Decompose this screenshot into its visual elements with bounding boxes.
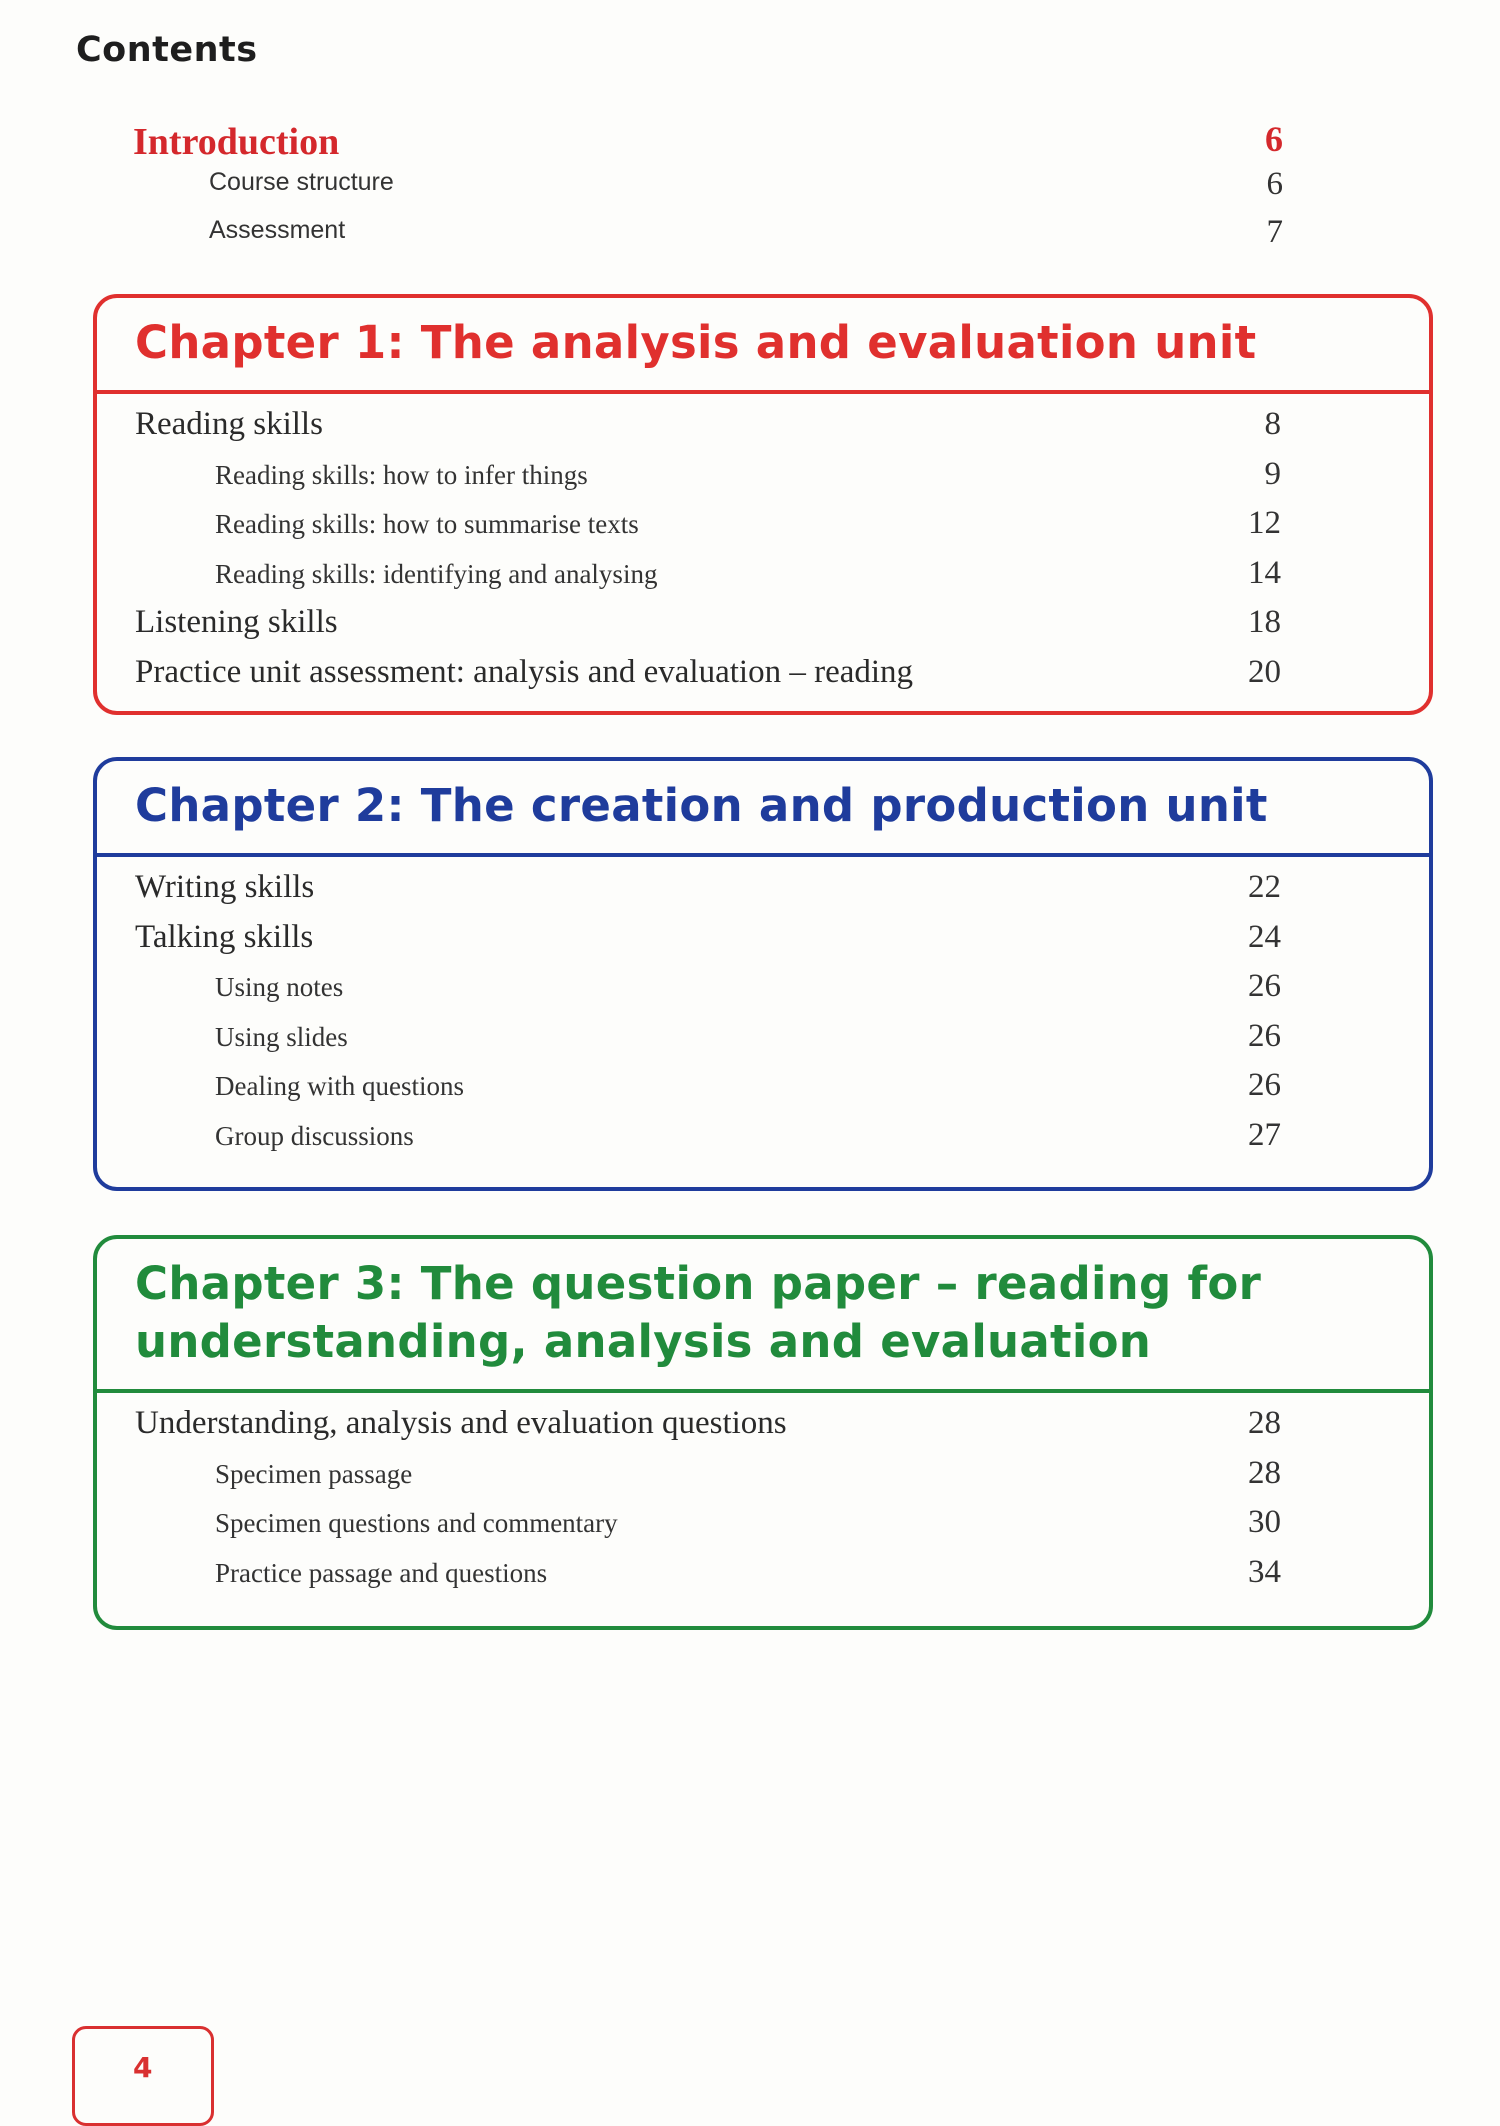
toc-entry[interactable] — [97, 917, 1429, 967]
toc-entry-page: 26 — [1248, 1067, 1281, 1103]
toc-entry-label: Using notes — [215, 972, 344, 1002]
toc-entry-page: 12 — [1248, 505, 1281, 541]
toc-entry-label: Practice passage and questions — [215, 1557, 548, 1588]
toc-entry-page: 28 — [1248, 1405, 1281, 1441]
toc-entry-label: Writing skills — [135, 869, 315, 905]
chapter-3-box — [93, 1235, 1433, 1630]
toc-entry[interactable] — [133, 212, 1283, 260]
chapter-3-title[interactable]: Chapter 3: The question paper – reading for understanding, analysis and evaluation — [97, 1239, 1429, 1393]
toc-entry-label: Course structure — [209, 168, 394, 196]
toc-entry-page: 30 — [1248, 1504, 1281, 1540]
toc-entry-page: 9 — [1264, 455, 1281, 492]
chapter-1-title[interactable]: Chapter 1: The analysis and evaluation unit — [97, 298, 1429, 394]
chapter-1-entries — [97, 394, 1429, 701]
chapter-1-box — [93, 294, 1433, 715]
toc-entry-label: Assessment — [209, 216, 346, 244]
toc-entry[interactable] — [97, 1552, 1429, 1602]
toc-entry-page: 14 — [1248, 554, 1281, 591]
page-number-box — [72, 2026, 214, 2126]
toc-entry-page: 34 — [1248, 1553, 1281, 1590]
toc-entry-label: Practice unit assessment: analysis and evaluation – reading — [135, 653, 914, 690]
toc-entry-page: 27 — [1248, 1116, 1281, 1153]
toc-entry-page: 8 — [1264, 406, 1281, 442]
chapter-3-entries — [97, 1393, 1429, 1601]
toc-entry-page: 7 — [1266, 214, 1283, 250]
toc-entry-label: Specimen questions and commentary — [215, 1508, 618, 1538]
toc-entry-label: Specimen passage — [215, 1458, 413, 1489]
toc-entry[interactable] — [97, 602, 1429, 652]
toc-entry[interactable] — [133, 164, 1283, 212]
toc-entry[interactable] — [97, 652, 1429, 702]
toc-entry-label: Reading skills — [135, 406, 323, 442]
chapter-2-entries — [97, 857, 1429, 1164]
toc-entry[interactable] — [97, 1453, 1429, 1503]
introduction-page: 6 — [1265, 119, 1283, 159]
toc-entry-page: 26 — [1248, 1017, 1281, 1054]
introduction-section — [133, 118, 1283, 260]
toc-entry-page: 24 — [1248, 918, 1281, 955]
chapter-2-title[interactable]: Chapter 2: The creation and production unit — [97, 761, 1429, 857]
toc-entry[interactable] — [97, 1502, 1429, 1552]
toc-entry[interactable] — [97, 553, 1429, 603]
toc-entry[interactable] — [97, 454, 1429, 504]
toc-entry[interactable] — [97, 1403, 1429, 1453]
introduction-label: Introduction — [133, 121, 340, 163]
toc-entry-label: Talking skills — [135, 918, 314, 955]
toc-entry-label: Dealing with questions — [215, 1071, 464, 1101]
toc-entry-page: 22 — [1248, 869, 1281, 905]
toc-entry-page: 6 — [1266, 166, 1283, 202]
toc-entry[interactable] — [97, 1065, 1429, 1115]
toc-entry[interactable] — [97, 503, 1429, 553]
toc-entry-introduction[interactable] — [133, 118, 1283, 164]
toc-entry-label: Listening skills — [135, 604, 338, 640]
toc-entry-page: 26 — [1248, 968, 1281, 1004]
toc-entry-page: 28 — [1248, 1454, 1281, 1491]
toc-entry-label: Reading skills: how to infer things — [215, 459, 588, 490]
chapter-2-box — [93, 757, 1433, 1191]
toc-entry-page: 20 — [1248, 653, 1281, 690]
toc-entry-page: 18 — [1248, 604, 1281, 640]
toc-entry[interactable] — [97, 966, 1429, 1016]
toc-entry[interactable] — [97, 867, 1429, 917]
toc-entry-label: Using slides — [215, 1021, 348, 1052]
toc-entry-label: Group discussions — [215, 1120, 414, 1151]
toc-entry-label: Reading skills: how to summarise texts — [215, 509, 639, 539]
toc-entry-label: Understanding, analysis and evaluation questions — [135, 1405, 787, 1441]
page-title: Contents — [76, 30, 258, 70]
toc-entry[interactable] — [97, 1115, 1429, 1165]
page-number: 4 — [133, 2051, 153, 2084]
toc-entry[interactable] — [97, 1016, 1429, 1066]
toc-entry[interactable] — [97, 404, 1429, 454]
toc-entry-label: Reading skills: identifying and analysing — [215, 558, 658, 589]
